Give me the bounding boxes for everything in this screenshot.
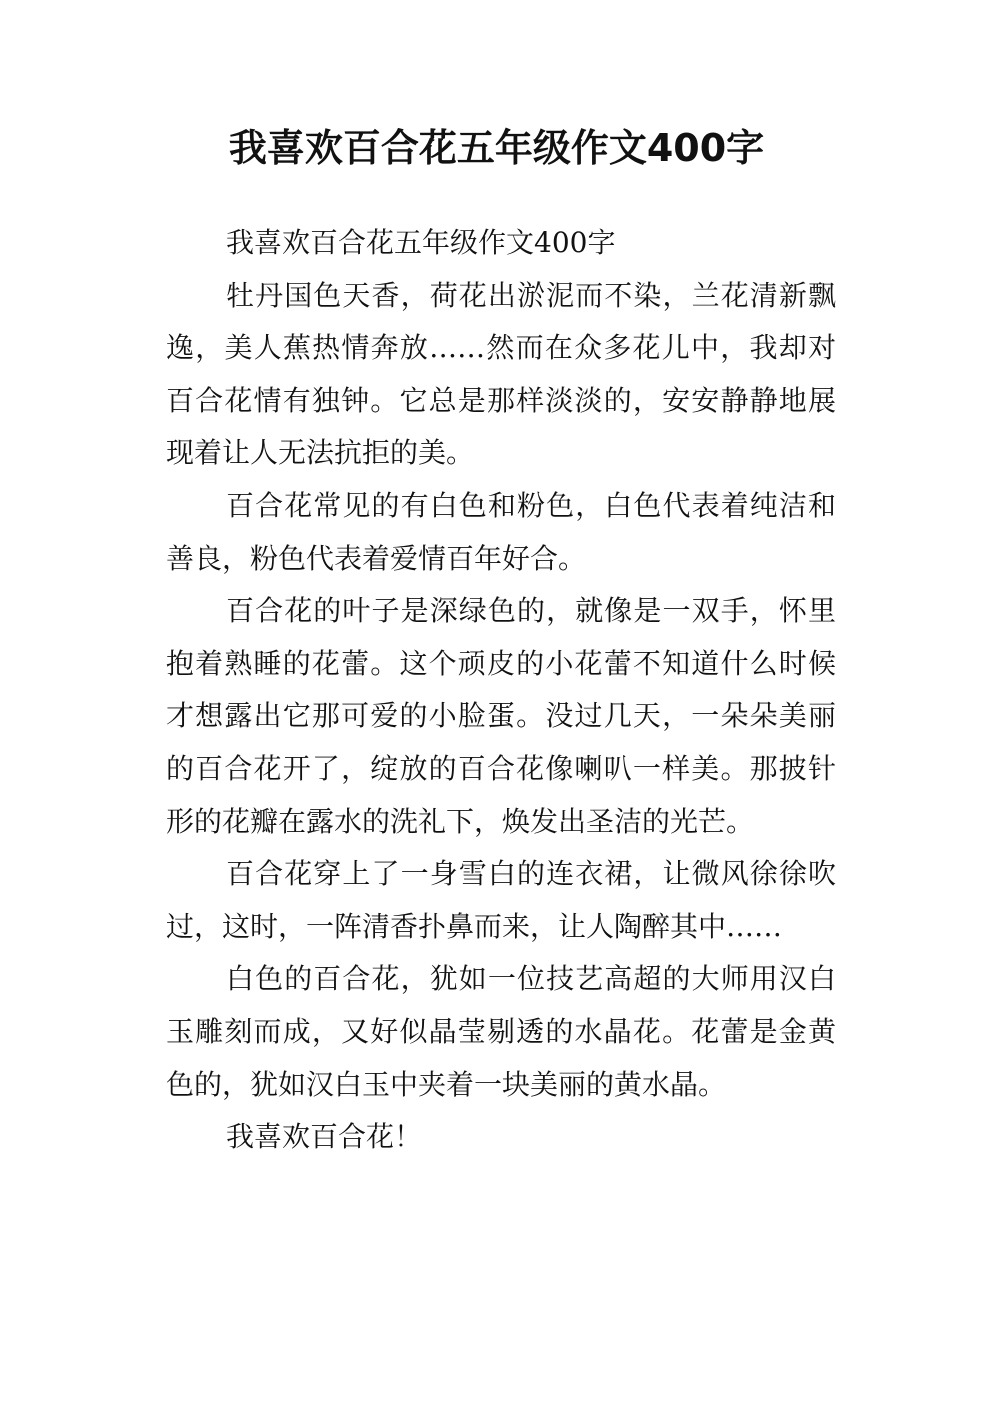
paragraph-breeze: 百合花穿上了一身雪白的连衣裙，让微风徐徐吹过，这时，一阵清香扑鼻而来，让人陶醉其中…… xyxy=(166,857,836,943)
paragraph-white-lily: 白色的百合花，犹如一位技艺高超的大师用汉白玉雕刻而成，又好似晶莹剔透的水晶花。花蕾是金黄色的，犹如汉白玉中夹着一块美丽的黄水晶。 xyxy=(166,962,836,1101)
document-title: 我喜欢百合花五年级作文400字 xyxy=(228,126,765,170)
paragraph-conclusion: 我喜欢百合花！ xyxy=(226,1120,423,1154)
paragraph-intro: 牡丹国色天香，荷花出淤泥而不染，兰花清新飘逸，美人蕉热情奔放……然而在众多花儿中，我却对百合花情有独钟。它总是那样淡淡的，安安静静地展现着让人无法抗拒的美。 xyxy=(166,278,836,470)
paragraph-colors: 百合花常见的有白色和粉色，白色代表着纯洁和善良，粉色代表着爱情百年好合。 xyxy=(166,488,836,575)
paragraph-subtitle: 我喜欢百合花五年级作文400字 xyxy=(226,226,616,259)
document-body xyxy=(166,217,836,1164)
paragraph-leaves: 百合花的叶子是深绿色的，就像是一双手，怀里抱着熟睡的花蕾。这个顽皮的小花蕾不知道什么时候才想露出它那可爱的小脸蛋。没过几天，一朵朵美丽的百合花开了，绽放的百合花像喇叭一样美。那披针形的花瓣在露水的洗礼下，焕发出圣洁的光芒。 xyxy=(166,594,836,838)
